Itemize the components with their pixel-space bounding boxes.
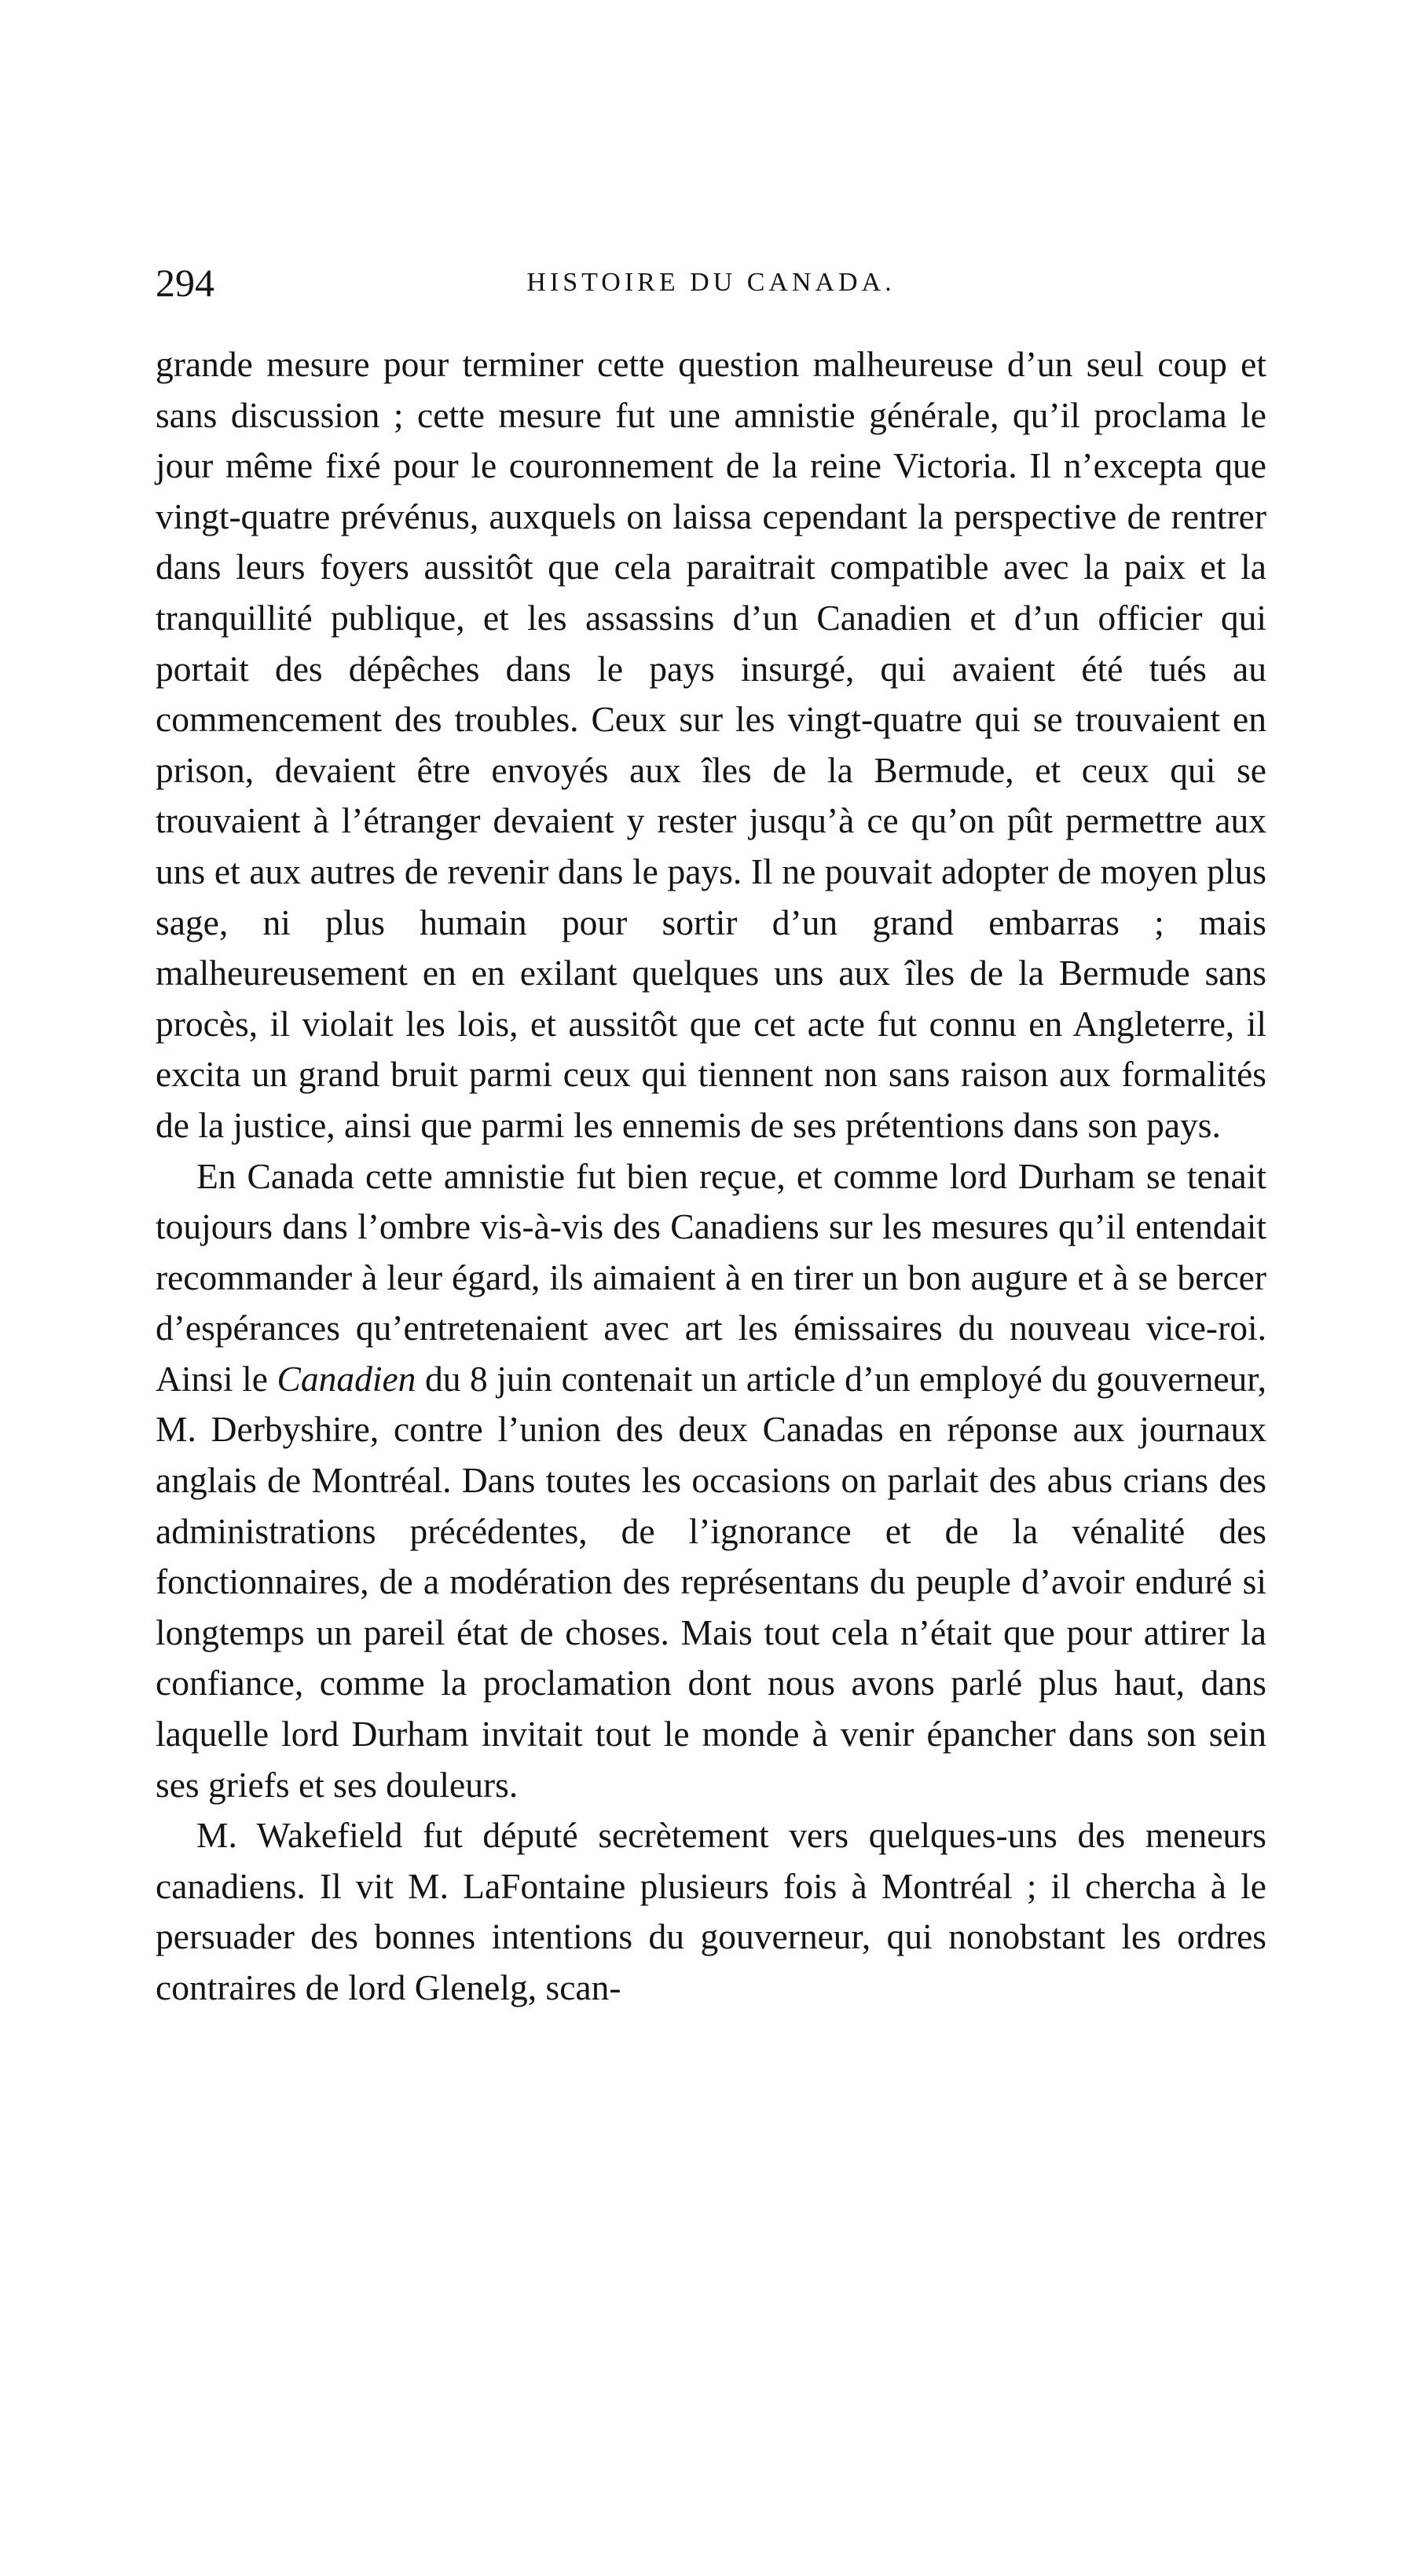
- paragraph-wakefield: [156, 1810, 1266, 2013]
- text-segment: En Canada cette amnistie fut bien reçue, et comme lord Durham se tenait toujours dans l’ombre vis-à-vis des Canadiens sur les mesures qu’il entendait recommander à leur égard, ils aimaient à en tirer un bon augure et à se bercer d’espérances qu’entretenaient avec art les émissaires du nouveau vice-roi. Ainsi le: [156, 1155, 1266, 1399]
- text-segment: M. Wakefield fut député secrètement vers quelques-uns des meneurs canadiens. Il vit M. LaFontaine plusieurs fois à Montréal ; il chercha à le persuader des bonnes intentions du gouverneur, qui nonobstant les ordres contraires de lord Glenelg, scan-: [156, 1815, 1266, 2007]
- running-title: HISTOIRE DU CANADA.: [526, 268, 896, 297]
- text-segment: du 8 juin contenait un article d’un employé du gouverneur, M. Derbyshire, contre l’union des deux Canadas en réponse aux journaux anglais de Montréal. Dans toutes les occasions on parlait des abus crians des administrations précédentes, de l’ignorance et de la vénalité des fonctionnaires, de a modération des représentans du peuple d’avoir enduré si longtemps un pareil état de choses. Mais tout cela n’était que pour attirer la confiance, comme la proclamation dont nous avons parlé plus haut, dans laquelle lord Durham invitait tout le monde à venir épancher dans son sein ses griefs et ses douleurs.: [156, 1358, 1266, 1805]
- paragraph-amnesty: [156, 1151, 1266, 1811]
- newspaper-title-italic: Canadien: [277, 1358, 416, 1399]
- running-head: [156, 259, 1266, 306]
- page-number: 294: [156, 261, 214, 305]
- text-segment: grande mesure pour terminer cette question malheureuse d’un seul coup et sans discussion ; cette mesure fut une amnistie générale, qu’il proclama le jour même fixé pour le couronnement de la reine Victoria. Il n’excepta que vingt-quatre prévénus, auxquels on laissa cependant la perspective de rentrer dans leurs foyers aussitôt que cela paraitrait compatible avec la paix et la tranquillité publique, et les assassins d’un Canadien et d’un officier qui portait des dépêches dans le pays insurgé, qui avaient été tués au commencement des troubles. Ceux sur les vingt-quatre qui se trouvaient en prison, devaient être envoyés aux îles de la Bermude, et ceux qui se trouvaient à l’étranger devaient y rester jusqu’à ce qu’on pût permettre aux uns et aux autres de revenir dans le pays. Il ne pouvait adopter de moyen plus sage, ni plus humain pour sortir d’un grand embarras ; mais malheureusement en en exilant quelques uns aux îles de la Bermude sans procès, il violait les lois, et aussitôt que cet acte fut connu en Angleterre, il excita un grand bruit parmi ceux qui tiennent non sans raison aux formalités de la justice, ainsi que parmi les ennemis de ses prétentions dans son pays.: [156, 344, 1266, 1145]
- paragraph-continuation: [156, 339, 1266, 1151]
- body-text: [156, 339, 1266, 2014]
